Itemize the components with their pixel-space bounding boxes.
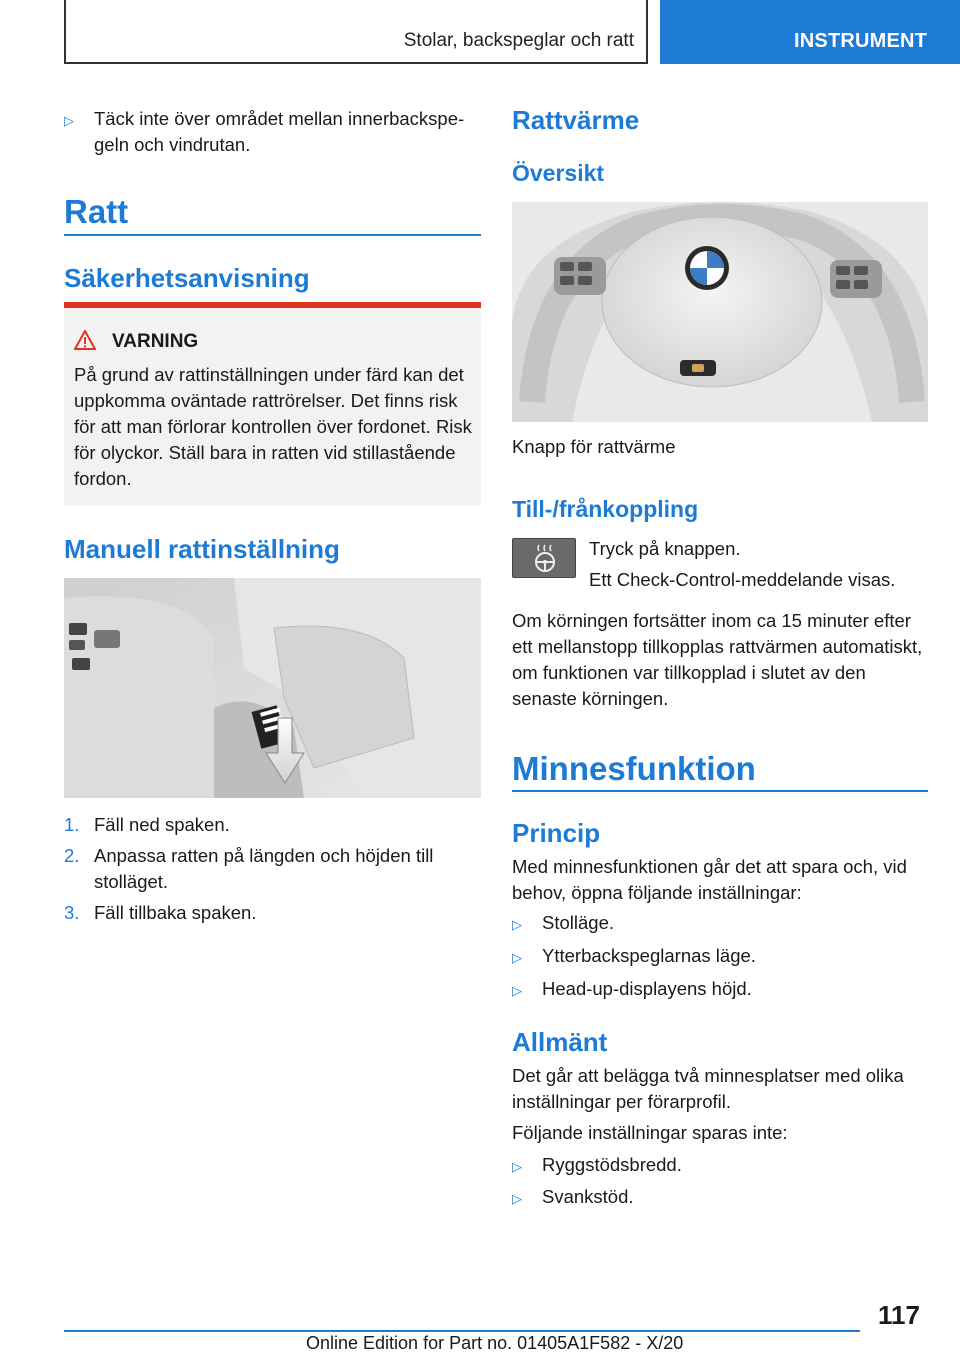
page-number: 117 [878, 1300, 920, 1330]
title-steering-heat: Rattvärme [512, 105, 640, 135]
header-chapter-label: INSTRUMENT [794, 30, 928, 52]
principle-item [512, 976, 752, 1002]
on-off-instruction: Tryck på knappen. [589, 538, 741, 559]
step-item [64, 843, 484, 895]
principle-item-text: Head-up-displayens höjd. [542, 978, 752, 999]
principle-item-text: Stolläge. [542, 912, 614, 933]
title-memory: Minnesfunktion [512, 750, 756, 787]
warning-label: VARNING [112, 331, 199, 352]
warning-box [64, 308, 481, 506]
intro-bullet-text: Täck inte över området mellan innerbackspegeln och vindrutan. [94, 108, 465, 155]
step-text: Fäll ned spaken. [94, 814, 230, 835]
principle-item [512, 943, 756, 969]
title-safety: Säkerhetsanvisning [64, 263, 310, 293]
steering-wheel-image [512, 202, 928, 422]
triangle-bullet-icon: ▷ [64, 113, 74, 128]
image-caption: Knapp för rattvärme [512, 436, 676, 457]
title-on-off: Till-/frånkoppling [512, 496, 699, 522]
general-item-text: Svankstöd. [542, 1186, 634, 1207]
title-overview: Översikt [512, 160, 605, 186]
warning-text: På grund av rattinställningen under färd kan det uppkomma oväntade rattrörelser. Det finns risk för att man förlorar kontrollen över fordonet. Risk för olyckor. Ställ bara in ratten vid stillastående fordon. [74, 364, 472, 489]
general-item [512, 1184, 634, 1210]
header-section-tab[interactable] [64, 0, 648, 64]
step-text: Anpassa ratten på längden och höjden till stolläget. [94, 845, 434, 892]
triangle-bullet-icon: ▷ [512, 917, 522, 932]
intro-bullet [64, 106, 484, 158]
steering-wheel-heat-icon [531, 543, 559, 573]
steering-heat-button[interactable] [512, 538, 576, 578]
title-manual-adjust: Manuell rattinställning [64, 534, 340, 564]
principle-text: Med minnesfunktionen går det att spara och, vid behov, öppna följande inställningar: [512, 856, 907, 903]
title-general: Allmänt [512, 1027, 608, 1057]
general-text-2: Följande inställningar sparas inte: [512, 1122, 788, 1143]
step-number: 3. [64, 902, 80, 923]
triangle-bullet-icon: ▷ [512, 1159, 522, 1174]
principle-item-text: Ytterbackspeglarnas läge. [542, 945, 756, 966]
step-text: Fäll tillbaka spaken. [94, 902, 257, 923]
title-rule [64, 234, 481, 236]
title-rule [512, 790, 928, 792]
general-text: Det går att belägga två minnesplatser med olika inställningar per förarprofil. [512, 1065, 904, 1112]
step-item [64, 900, 504, 926]
footer-rule [64, 1330, 860, 1332]
step-number: 1. [64, 814, 80, 835]
triangle-bullet-icon: ▷ [512, 983, 522, 998]
steering-lever-image [64, 578, 481, 798]
header-chapter-tab[interactable] [660, 0, 960, 64]
general-item-text: Ryggstödsbredd. [542, 1154, 682, 1175]
general-item [512, 1152, 682, 1178]
triangle-bullet-icon: ▷ [512, 950, 522, 965]
title-principle: Princip [512, 818, 601, 848]
on-off-paragraph: Om körningen fortsätter inom ca 15 minuter efter ett mellanstopp tillkopplas rattvärmen automatiskt, om funktionen var tillkopplad i slutet av den senaste körningen. [512, 610, 923, 709]
principle-item [512, 910, 614, 936]
step-item [64, 812, 504, 838]
triangle-bullet-icon: ▷ [512, 1191, 522, 1206]
warning-triangle-icon [74, 330, 96, 350]
header-section-label: Stolar, backspeglar och ratt [403, 30, 634, 51]
title-ratt: Ratt [64, 193, 129, 230]
step-number: 2. [64, 845, 80, 866]
on-off-message: Ett Check-Control-meddelande visas. [589, 569, 896, 590]
footer-edition: Online Edition for Part no. 01405A1F582 - X/20 [306, 1333, 684, 1353]
